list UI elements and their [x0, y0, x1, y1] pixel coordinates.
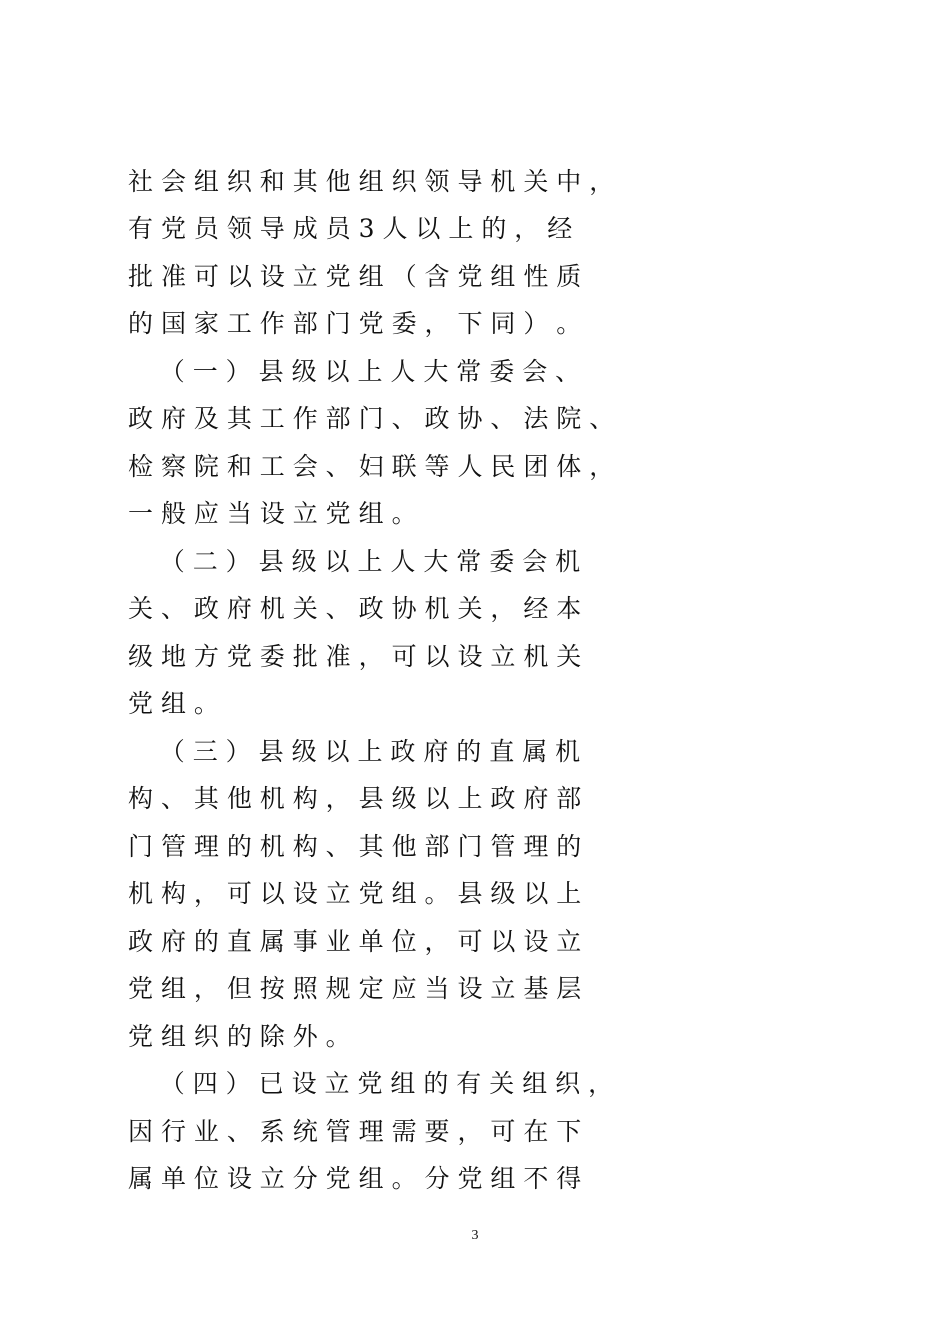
body-text-line: 机 构 ， 可 以 设 立 党 组 。 县 级 以 上: [128, 879, 582, 908]
body-text-line: 政 府 的 直 属 事 业 单 位 ， 可 以 设 立: [128, 927, 582, 956]
body-text-line: 因 行 业 、 系 统 管 理 需 要 ， 可 在 下: [128, 1117, 582, 1146]
body-text-line: 党 组 。: [128, 689, 219, 718]
body-text-line: （ 四 ） 已 设 立 党 组 的 有 关 组 织 ，: [128, 1069, 614, 1098]
body-text-line: 级 地 方 党 委 批 准 ， 可 以 设 立 机 关: [128, 642, 582, 671]
body-text-line: （ 三 ） 县 级 以 上 政 府 的 直 属 机: [128, 737, 581, 766]
body-text-line: 的 国 家 工 作 部 门 党 委 ， 下 同 ） 。: [128, 309, 582, 338]
body-text-line: 党 组 织 的 除 外 。: [128, 1022, 351, 1051]
body-text-line: 门 管 理 的 机 构 、 其 他 部 门 管 理 的: [128, 832, 582, 861]
body-text-line: 有 党 员 领 导 成 员 3 人 以 上 的 ， 经: [128, 214, 573, 243]
body-text-line: （ 二 ） 县 级 以 上 人 大 常 委 会 机: [128, 547, 581, 576]
body-text-line: 政 府 及 其 工 作 部 门 、 政 协 、 法 院 、: [128, 404, 615, 433]
body-text-line: 关 、 政 府 机 关 、 政 协 机 关 ， 经 本: [128, 594, 582, 623]
body-text-line: 检 察 院 和 工 会 、 妇 联 等 人 民 团 体 ，: [128, 452, 615, 481]
page-number: 3: [471, 1228, 479, 1243]
body-text-line: 党 组 ， 但 按 照 规 定 应 当 设 立 基 层: [128, 974, 582, 1003]
body-text-line: 社 会 组 织 和 其 他 组 织 领 导 机 关 中 ，: [128, 167, 615, 196]
body-text-line: 一 般 应 当 设 立 党 组 。: [128, 499, 417, 528]
body-text-line: 批 准 可 以 设 立 党 组 （ 含 党 组 性 质: [128, 262, 582, 291]
body-text-line: 属 单 位 设 立 分 党 组 。 分 党 组 不 得: [128, 1164, 582, 1193]
body-text-line: 构 、 其 他 机 构 ， 县 级 以 上 政 府 部: [128, 784, 582, 813]
body-text-line: （ 一 ） 县 级 以 上 人 大 常 委 会 、: [128, 357, 581, 386]
